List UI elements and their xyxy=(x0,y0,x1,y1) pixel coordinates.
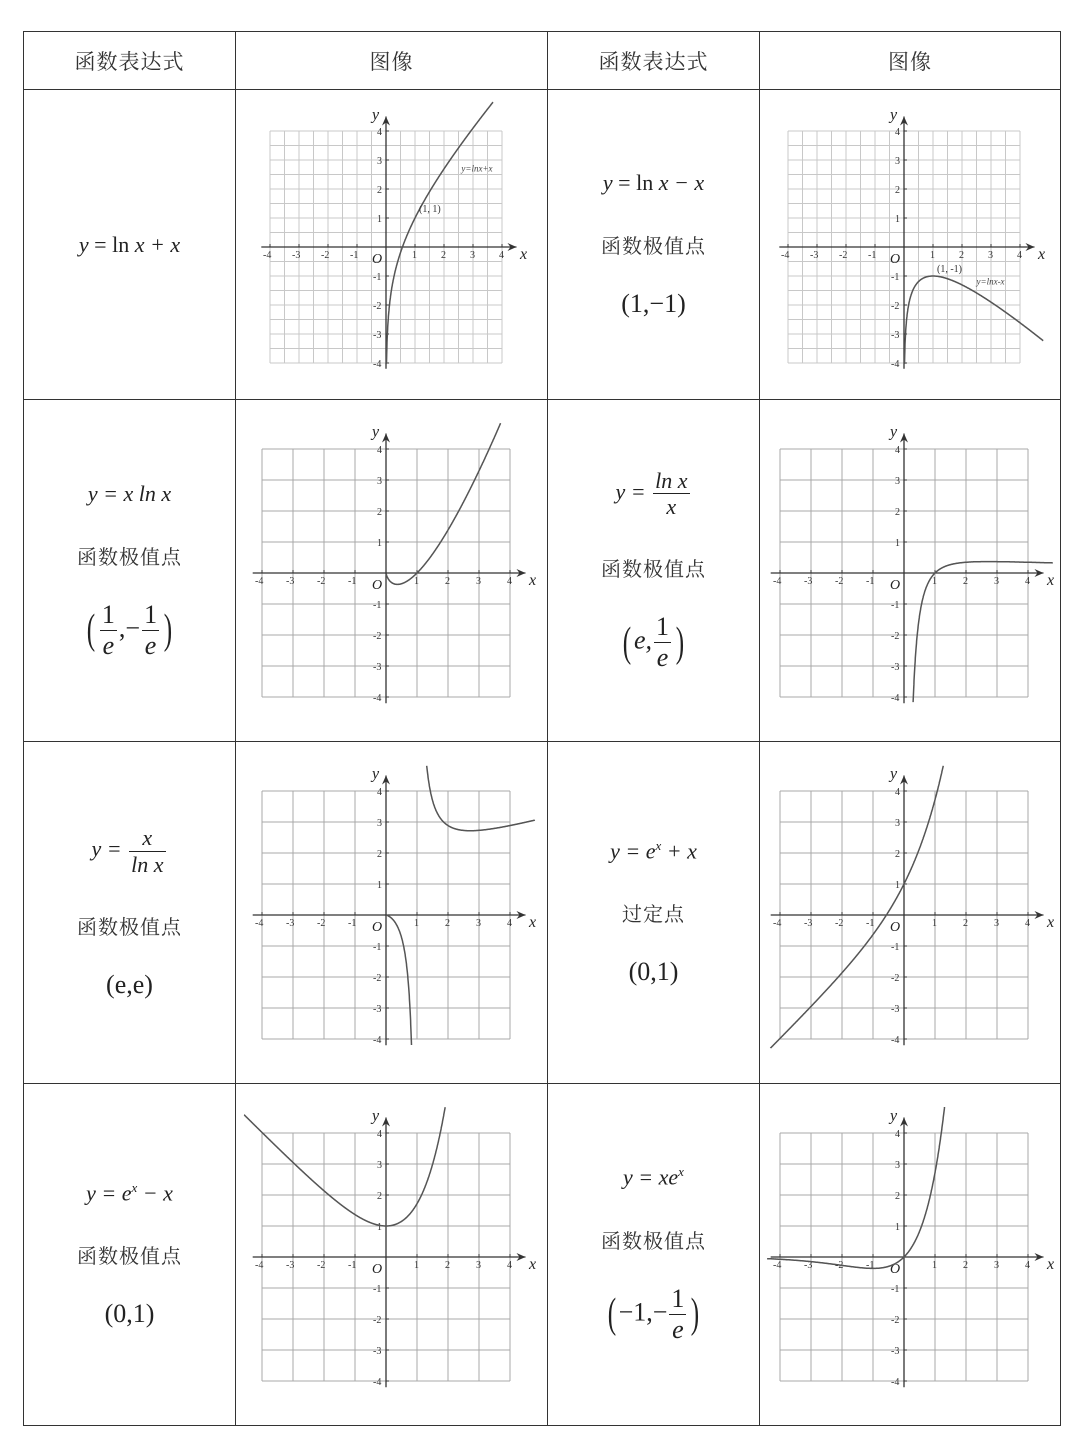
y-tick-label: 4 xyxy=(376,444,382,456)
x-tick-label: 2 xyxy=(963,1259,968,1271)
function-graph xyxy=(242,1105,542,1405)
y-tick-label: -3 xyxy=(372,1345,381,1357)
y-tick-label: -3 xyxy=(891,1003,900,1015)
x-axis-label: x xyxy=(528,571,536,589)
y-axis-label: y xyxy=(371,765,379,783)
formula-cell xyxy=(548,1084,760,1426)
y-tick-label: -1 xyxy=(891,941,900,953)
key-point: (1,−1) xyxy=(621,289,686,318)
y-tick-label: 2 xyxy=(895,1190,900,1202)
x-tick-label: 2 xyxy=(963,917,968,929)
x-tick-label: 1 xyxy=(932,917,937,929)
function-graph xyxy=(765,421,1055,721)
x-tick-label: -1 xyxy=(866,1259,875,1271)
x-tick-label: 1 xyxy=(413,575,419,587)
caption: 函数极值点 xyxy=(77,544,182,569)
x-tick-label: 2 xyxy=(440,249,446,261)
function-expression: y = x ln x xyxy=(87,480,172,506)
y-tick-label: 2 xyxy=(376,1190,382,1202)
x-tick-label: -2 xyxy=(316,917,325,929)
formula-cell xyxy=(548,742,760,1084)
y-tick-label: 1 xyxy=(895,537,900,549)
x-tick-label: -4 xyxy=(773,917,782,929)
y-tick-label: 2 xyxy=(895,848,900,860)
y-tick-label: 2 xyxy=(895,506,900,518)
y-tick-label: 1 xyxy=(895,879,900,891)
x-tick-label: -3 xyxy=(285,917,294,929)
x-tick-label: 3 xyxy=(475,917,481,929)
y-tick-label: -1 xyxy=(372,271,381,283)
x-tick-label: -1 xyxy=(866,917,875,929)
y-tick-label: -2 xyxy=(891,972,900,984)
y-tick-label: -2 xyxy=(891,1314,900,1326)
point-label: (1, 1) xyxy=(418,203,441,215)
y-axis-label: y xyxy=(371,105,379,123)
y-tick-label: 4 xyxy=(376,786,382,798)
y-tick-label: 4 xyxy=(895,126,900,138)
x-tick-label: -4 xyxy=(262,249,271,261)
x-tick-label: 2 xyxy=(444,575,450,587)
x-tick-label: -3 xyxy=(285,1259,294,1271)
formula-cell xyxy=(548,90,760,400)
y-tick-label: -2 xyxy=(372,300,381,312)
y-axis-label: y xyxy=(371,423,379,441)
graph-cell xyxy=(760,742,1061,1084)
formula-cell xyxy=(24,742,236,1084)
x-tick-label: -1 xyxy=(347,575,356,587)
x-tick-label: 4 xyxy=(506,917,512,929)
x-tick-label: -1 xyxy=(349,249,358,261)
table-row xyxy=(24,400,1061,742)
function-graph xyxy=(765,1105,1055,1405)
y-tick-label: 2 xyxy=(376,506,382,518)
x-axis-label: x xyxy=(528,1255,536,1273)
x-tick-label: -2 xyxy=(835,1259,844,1271)
x-tick-label: 3 xyxy=(475,575,481,587)
y-tick-label: 3 xyxy=(376,475,382,487)
y-tick-label: -4 xyxy=(891,692,900,704)
x-tick-label: 2 xyxy=(444,1259,450,1271)
x-tick-label: -3 xyxy=(804,917,813,929)
x-tick-label: -3 xyxy=(804,575,813,587)
y-tick-label: 4 xyxy=(376,1128,382,1140)
y-tick-label: 4 xyxy=(376,126,382,138)
key-point: (e,e) xyxy=(106,969,153,999)
x-tick-label: 4 xyxy=(1017,249,1022,261)
origin-label: O xyxy=(890,919,901,935)
caption: 函数极值点 xyxy=(601,1228,706,1253)
header-row xyxy=(24,32,1061,90)
y-tick-label: 3 xyxy=(895,1159,900,1171)
graph-cell xyxy=(760,1084,1061,1426)
caption: 函数极值点 xyxy=(77,914,182,939)
x-tick-label: -2 xyxy=(839,249,848,261)
x-tick-label: -3 xyxy=(810,249,819,261)
y-tick-label: -4 xyxy=(372,692,381,704)
y-tick-label: -2 xyxy=(372,972,381,984)
function-graph xyxy=(242,95,542,395)
graph-cell xyxy=(236,400,548,742)
function-graph xyxy=(242,763,542,1063)
y-tick-label: -1 xyxy=(372,599,381,611)
y-tick-label: 3 xyxy=(376,817,382,829)
y-tick-label: -4 xyxy=(891,358,900,370)
x-tick-label: -1 xyxy=(868,249,877,261)
function-curve xyxy=(767,1107,944,1268)
x-tick-label: 1 xyxy=(932,575,937,587)
formula-cell xyxy=(24,90,236,400)
y-tick-label: 1 xyxy=(895,213,900,225)
x-tick-label: 4 xyxy=(1025,1259,1030,1271)
y-tick-label: 2 xyxy=(376,184,382,196)
header-expression-1: 函数表达式 xyxy=(24,32,236,90)
origin-label: O xyxy=(890,1261,901,1277)
x-tick-label: -1 xyxy=(347,917,356,929)
x-axis-label: x xyxy=(528,913,536,931)
x-axis-label: x xyxy=(519,245,527,263)
x-tick-label: 1 xyxy=(413,917,419,929)
caption: 过定点 xyxy=(622,902,685,927)
x-tick-label: -3 xyxy=(804,1259,813,1271)
key-point: (0,1) xyxy=(104,1299,155,1329)
x-tick-label: 1 xyxy=(930,249,935,261)
header-graph-2: 图像 xyxy=(760,32,1061,90)
key-point: (0,1) xyxy=(628,957,679,987)
origin-label: O xyxy=(371,919,382,935)
x-tick-label: 4 xyxy=(506,1259,512,1271)
x-tick-label: 1 xyxy=(413,1259,419,1271)
function-curve xyxy=(244,1107,445,1226)
y-tick-label: -4 xyxy=(372,358,381,370)
x-tick-label: 3 xyxy=(994,917,999,929)
function-expression: y = $\frac{x}{\text{ln x}}$ xyxy=(91,825,164,877)
caption: 函数极值点 xyxy=(77,1244,182,1269)
x-tick-label: -2 xyxy=(835,917,844,929)
x-tick-label: 1 xyxy=(932,1259,937,1271)
y-tick-label: 1 xyxy=(376,537,382,549)
x-tick-label: -3 xyxy=(285,575,294,587)
function-expression: y = ln x + x xyxy=(78,231,181,257)
x-tick-label: -4 xyxy=(254,917,263,929)
key-point: ( $\frac{1}{e}$ ,− $\frac{1}{e}$ ) xyxy=(86,599,173,660)
y-tick-label: 3 xyxy=(895,155,900,167)
graph-cell xyxy=(236,90,548,400)
x-tick-label: 1 xyxy=(411,249,417,261)
x-tick-label: 4 xyxy=(498,249,504,261)
x-tick-label: 2 xyxy=(444,917,450,929)
y-tick-label: -3 xyxy=(372,329,381,341)
y-tick-label: 1 xyxy=(376,1221,382,1233)
x-tick-label: -4 xyxy=(254,1259,263,1271)
y-tick-label: -1 xyxy=(372,1283,381,1295)
y-tick-label: 3 xyxy=(376,155,382,167)
function-graph xyxy=(765,95,1055,395)
x-tick-label: 4 xyxy=(1025,575,1030,587)
y-tick-label: 4 xyxy=(895,786,900,798)
y-axis-label: y xyxy=(890,765,898,783)
y-tick-label: -2 xyxy=(891,630,900,642)
x-tick-label: -4 xyxy=(773,575,782,587)
formula-cell xyxy=(548,400,760,742)
x-tick-label: -4 xyxy=(773,1259,782,1271)
x-tick-label: 3 xyxy=(988,249,993,261)
y-tick-label: -4 xyxy=(891,1034,900,1046)
function-graph xyxy=(242,421,542,721)
graph-cell xyxy=(236,742,548,1084)
y-tick-label: 1 xyxy=(895,1221,900,1233)
y-tick-label: -4 xyxy=(372,1034,381,1046)
key-point: ( −1,− $\frac{1}{e}$ ) xyxy=(607,1283,700,1344)
x-axis-label: x xyxy=(1037,245,1046,263)
function-table xyxy=(23,31,1061,1426)
function-curve xyxy=(386,765,535,1044)
origin-label: O xyxy=(890,577,901,593)
point-label: (1, -1) xyxy=(937,263,962,275)
y-tick-label: -3 xyxy=(372,1003,381,1015)
x-tick-label: -1 xyxy=(347,1259,356,1271)
x-tick-label: 3 xyxy=(475,1259,481,1271)
x-tick-label: -2 xyxy=(835,575,844,587)
y-tick-label: 3 xyxy=(895,817,900,829)
x-tick-label: 4 xyxy=(1025,917,1030,929)
y-axis-label: y xyxy=(890,1107,898,1125)
caption: 函数极值点 xyxy=(601,234,706,258)
graph-cell xyxy=(760,400,1061,742)
origin-label: O xyxy=(371,577,382,593)
y-tick-label: -1 xyxy=(891,271,900,283)
y-tick-label: 4 xyxy=(895,444,900,456)
y-tick-label: -3 xyxy=(891,661,900,673)
y-tick-label: -3 xyxy=(891,1345,900,1357)
y-axis-label: y xyxy=(890,105,898,123)
x-tick-label: -2 xyxy=(316,575,325,587)
curve-label: y=lnx+x xyxy=(460,163,493,174)
y-tick-label: -3 xyxy=(372,661,381,673)
y-tick-label: -1 xyxy=(372,941,381,953)
y-tick-label: 2 xyxy=(895,184,900,196)
x-tick-label: 3 xyxy=(994,575,999,587)
y-tick-label: 1 xyxy=(376,879,382,891)
function-expression: $y = e^x - x$ xyxy=(86,1179,173,1206)
graph-cell xyxy=(236,1084,548,1426)
table-row xyxy=(24,1084,1061,1426)
origin-label: O xyxy=(371,251,382,267)
y-tick-label: 3 xyxy=(376,1159,382,1171)
x-tick-label: -2 xyxy=(320,249,329,261)
x-tick-label: -2 xyxy=(316,1259,325,1271)
function-curve xyxy=(771,765,944,1047)
x-axis-label: x xyxy=(1047,1255,1055,1273)
header-expression-2: 函数表达式 xyxy=(548,32,760,90)
y-tick-label: 2 xyxy=(376,848,382,860)
y-tick-label: 1 xyxy=(376,213,382,225)
table-row xyxy=(24,742,1061,1084)
x-tick-label: -3 xyxy=(291,249,300,261)
function-expression: y = ln x − x xyxy=(602,170,705,195)
origin-label: O xyxy=(890,251,901,267)
formula-cell xyxy=(24,400,236,742)
x-tick-label: 2 xyxy=(963,575,968,587)
y-axis-label: y xyxy=(890,423,898,441)
header-graph-1: 图像 xyxy=(236,32,548,90)
y-tick-label: -3 xyxy=(891,329,900,341)
function-expression: $y = e^x + x$ xyxy=(610,837,697,864)
y-tick-label: -4 xyxy=(372,1376,381,1388)
caption: 函数极值点 xyxy=(601,557,706,582)
x-tick-label: -4 xyxy=(781,249,790,261)
x-axis-label: x xyxy=(1047,913,1055,931)
function-graph xyxy=(765,763,1055,1063)
y-tick-label: -4 xyxy=(891,1376,900,1388)
graph-cell xyxy=(760,90,1061,400)
formula-cell xyxy=(24,1084,236,1426)
curve-label: y=lnx-x xyxy=(976,276,1005,287)
origin-label: O xyxy=(371,1261,382,1277)
x-tick-label: 4 xyxy=(506,575,512,587)
y-tick-label: 4 xyxy=(895,1128,900,1140)
y-tick-label: -2 xyxy=(372,1314,381,1326)
x-tick-label: -1 xyxy=(866,575,875,587)
y-tick-label: -1 xyxy=(891,1283,900,1295)
x-tick-label: -4 xyxy=(254,575,263,587)
key-point: ( e, $\frac{1}{e}$ ) xyxy=(622,612,685,673)
function-curve xyxy=(386,423,500,584)
y-tick-label: -2 xyxy=(891,300,900,312)
x-tick-label: 2 xyxy=(959,249,964,261)
x-tick-label: 3 xyxy=(469,249,475,261)
table-row xyxy=(24,90,1061,400)
y-tick-label: -1 xyxy=(891,599,900,611)
x-tick-label: 3 xyxy=(994,1259,999,1271)
y-axis-label: y xyxy=(371,1107,379,1125)
y-tick-label: 3 xyxy=(895,475,900,487)
y-tick-label: -2 xyxy=(372,630,381,642)
function-expression: y = $\frac{\text{ln x}}{x}$ xyxy=(615,467,688,520)
x-axis-label: x xyxy=(1047,571,1055,589)
function-expression: $y = xe^x$ xyxy=(623,1164,684,1190)
